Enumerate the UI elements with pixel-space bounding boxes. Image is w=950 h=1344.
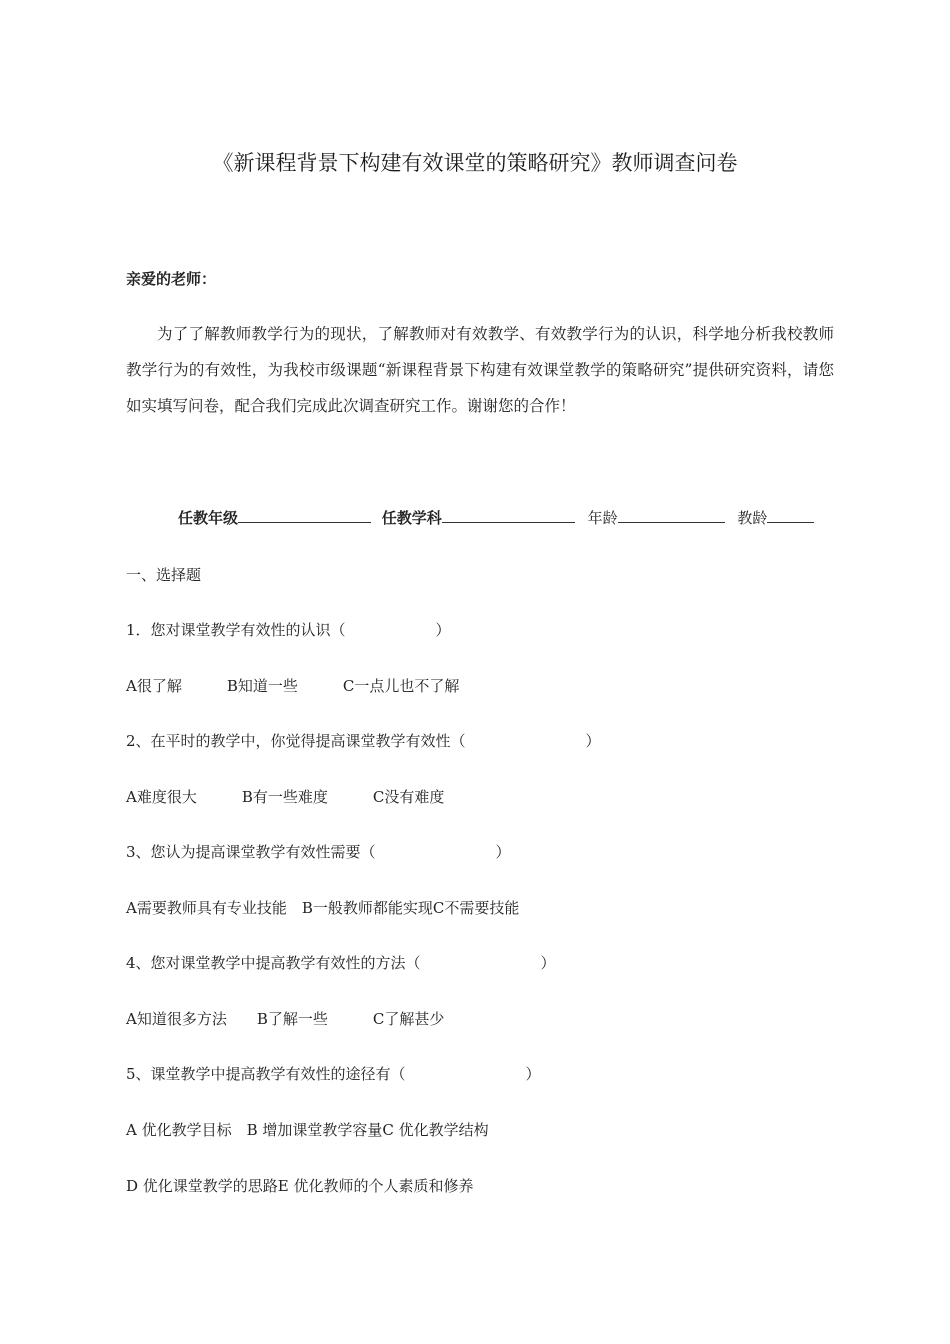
question-3-options: A需要教师具有专业技能 B一般教师都能实现C不需要技能 bbox=[126, 899, 520, 917]
document-title: 《新课程背景下构建有效课堂的策略研究》教师调查问卷 bbox=[212, 151, 738, 175]
question-2: 2、在平时的教学中，你觉得提高课堂教学有效性（ ） bbox=[126, 732, 601, 750]
age-label: 年龄 bbox=[587, 509, 618, 527]
teaching-years-field[interactable] bbox=[767, 508, 814, 523]
question-4: 4、您对课堂教学中提高教学有效性的方法（ ） bbox=[126, 954, 556, 972]
question-3: 3、您认为提高课堂教学有效性需要（ ） bbox=[126, 843, 511, 861]
intro-paragraph: 为了了解教师教学行为的现状，了解教师对有效教学、有效教学行为的认识，科学地分析我校教师教学行为的有效性，为我校市级课题“新课程背景下构建有效课堂教学的策略研究”提供研究资料，请您如实填写问卷，配合我们完成此次调查研究工作。谢谢您的合作！ bbox=[126, 325, 834, 415]
question-5-options-line-1: A 优化教学目标 B 增加课堂教学容量C 优化教学结构 bbox=[126, 1121, 489, 1139]
question-1: 1．您对课堂教学有效性的认识（ ） bbox=[126, 621, 451, 639]
question-5-options-line-2: D 优化课堂教学的思路E 优化教师的个人素质和修养 bbox=[126, 1177, 474, 1195]
section-heading: 一、选择题 bbox=[126, 566, 202, 584]
question-4-options: A知道很多方法 B了解一些 C了解甚少 bbox=[126, 1010, 445, 1028]
question-1-options: A很了解 B知道一些 C一点儿也不了解 bbox=[126, 677, 460, 695]
subject-field[interactable] bbox=[442, 508, 575, 523]
grade-label: 任教年级 bbox=[178, 509, 239, 527]
subject-label: 任教学科 bbox=[381, 509, 442, 527]
question-5: 5、课堂教学中提高教学有效性的途径有（ ） bbox=[126, 1065, 541, 1083]
age-field[interactable] bbox=[618, 508, 725, 523]
teaching-years-label: 教龄 bbox=[737, 509, 768, 527]
teacher-info-row bbox=[178, 507, 814, 528]
question-2-options: A难度很大 B有一些难度 C没有难度 bbox=[126, 788, 445, 806]
salutation: 亲爱的老师： bbox=[126, 270, 217, 288]
grade-field[interactable] bbox=[238, 508, 371, 523]
